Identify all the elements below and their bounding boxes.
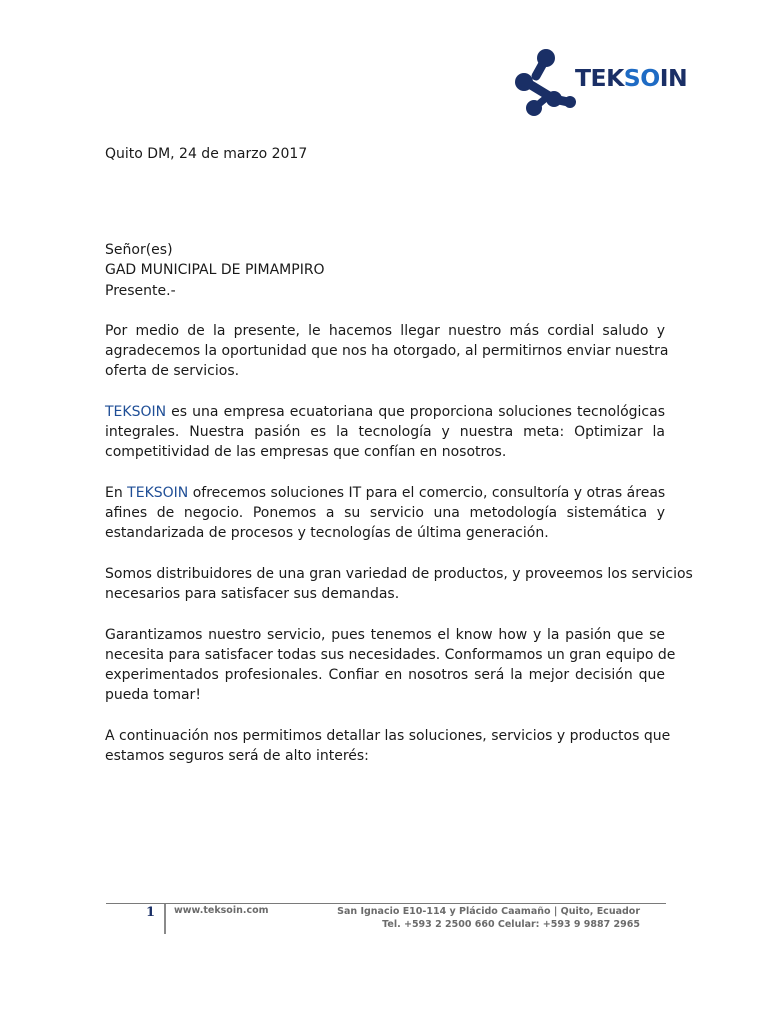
paragraph-line: Garantizamos nuestro servicio, pues tenemos el know how y la pasión que se — [105, 627, 665, 643]
recipient-organization: GAD MUNICIPAL DE PIMAMPIRO — [105, 262, 325, 278]
paragraph-line: pueda tomar! — [105, 687, 201, 703]
paragraph-line: necesita para satisfacer todas sus necesidades. Conformamos un gran equipo de — [105, 647, 676, 663]
footer-phones: Tel. +593 2 2500 660 Celular: +593 9 9887 2965 — [382, 919, 640, 930]
footer-divider — [106, 903, 666, 904]
footer-vertical-divider — [164, 904, 166, 934]
paragraph-greeting — [105, 321, 669, 381]
paragraph-details-intro — [105, 726, 671, 766]
presente: Presente.- — [105, 283, 176, 299]
salutation: Señor(es) — [105, 242, 173, 258]
paragraph-line: estandarizada de procesos y tecnologías de última generación. — [105, 525, 549, 541]
company-logo — [512, 44, 688, 126]
paragraph-line: experimentados profesionales. Confiar en nosotros será la mejor decisión que — [105, 667, 665, 683]
paragraph-line: oferta de servicios. — [105, 363, 240, 379]
page-number: 1 — [146, 905, 156, 920]
paragraph-line: necesarios para satisfacer sus demandas. — [105, 586, 400, 602]
brand-name: TEKSOIN — [105, 404, 167, 420]
paragraph-distributors — [105, 564, 693, 604]
paragraph-line-rest: es una empresa ecuatoriana que proporciona soluciones tecnológicas — [166, 404, 665, 420]
paragraph-line — [105, 402, 665, 422]
paragraph-solutions — [105, 483, 665, 543]
paragraph-line: agradecemos la oportunidad que nos ha otorgado, al permitirnos enviar nuestra — [105, 343, 669, 359]
logo-wordmark-part1: TEK — [575, 64, 624, 92]
paragraph-line-pre: En — [105, 485, 128, 501]
logo-wordmark-part2: SO — [623, 64, 660, 92]
date-line: Quito DM, 24 de marzo 2017 — [105, 146, 308, 162]
paragraph-line: Por medio de la presente, le hacemos llegar nuestro más cordial saludo y — [105, 323, 665, 339]
paragraph-company-intro — [105, 402, 665, 462]
paragraph-guarantee — [105, 625, 676, 705]
paragraph-line: afines de negocio. Ponemos a su servicio una metodología sistemática y — [105, 505, 665, 521]
paragraph-line-rest: ofrecemos soluciones IT para el comercio, consultoría y otras áreas — [188, 485, 666, 501]
paragraph-line: Somos distribuidores de una gran variedad de productos, y proveemos los servicios — [105, 566, 693, 582]
molecule-logo-icon — [512, 44, 576, 126]
logo-wordmark — [575, 64, 687, 92]
paragraph-line: A continuación nos permitimos detallar las soluciones, servicios y productos que — [105, 728, 671, 744]
logo-wordmark-part3: IN — [659, 64, 688, 92]
paragraph-line: competitividad de las empresas que confían en nosotros. — [105, 444, 507, 460]
footer-website-link[interactable]: www.teksoin.com — [174, 905, 269, 916]
paragraph-line: integrales. Nuestra pasión es la tecnología y nuestra meta: Optimizar la — [105, 424, 665, 440]
footer-address: San Ignacio E10-114 y Plácido Caamaño | Quito, Ecuador — [337, 906, 640, 917]
brand-name: TEKSOIN — [127, 485, 189, 501]
footer-contact — [337, 905, 640, 931]
paragraph-line — [105, 483, 665, 503]
paragraph-line: estamos seguros será de alto interés: — [105, 748, 369, 764]
